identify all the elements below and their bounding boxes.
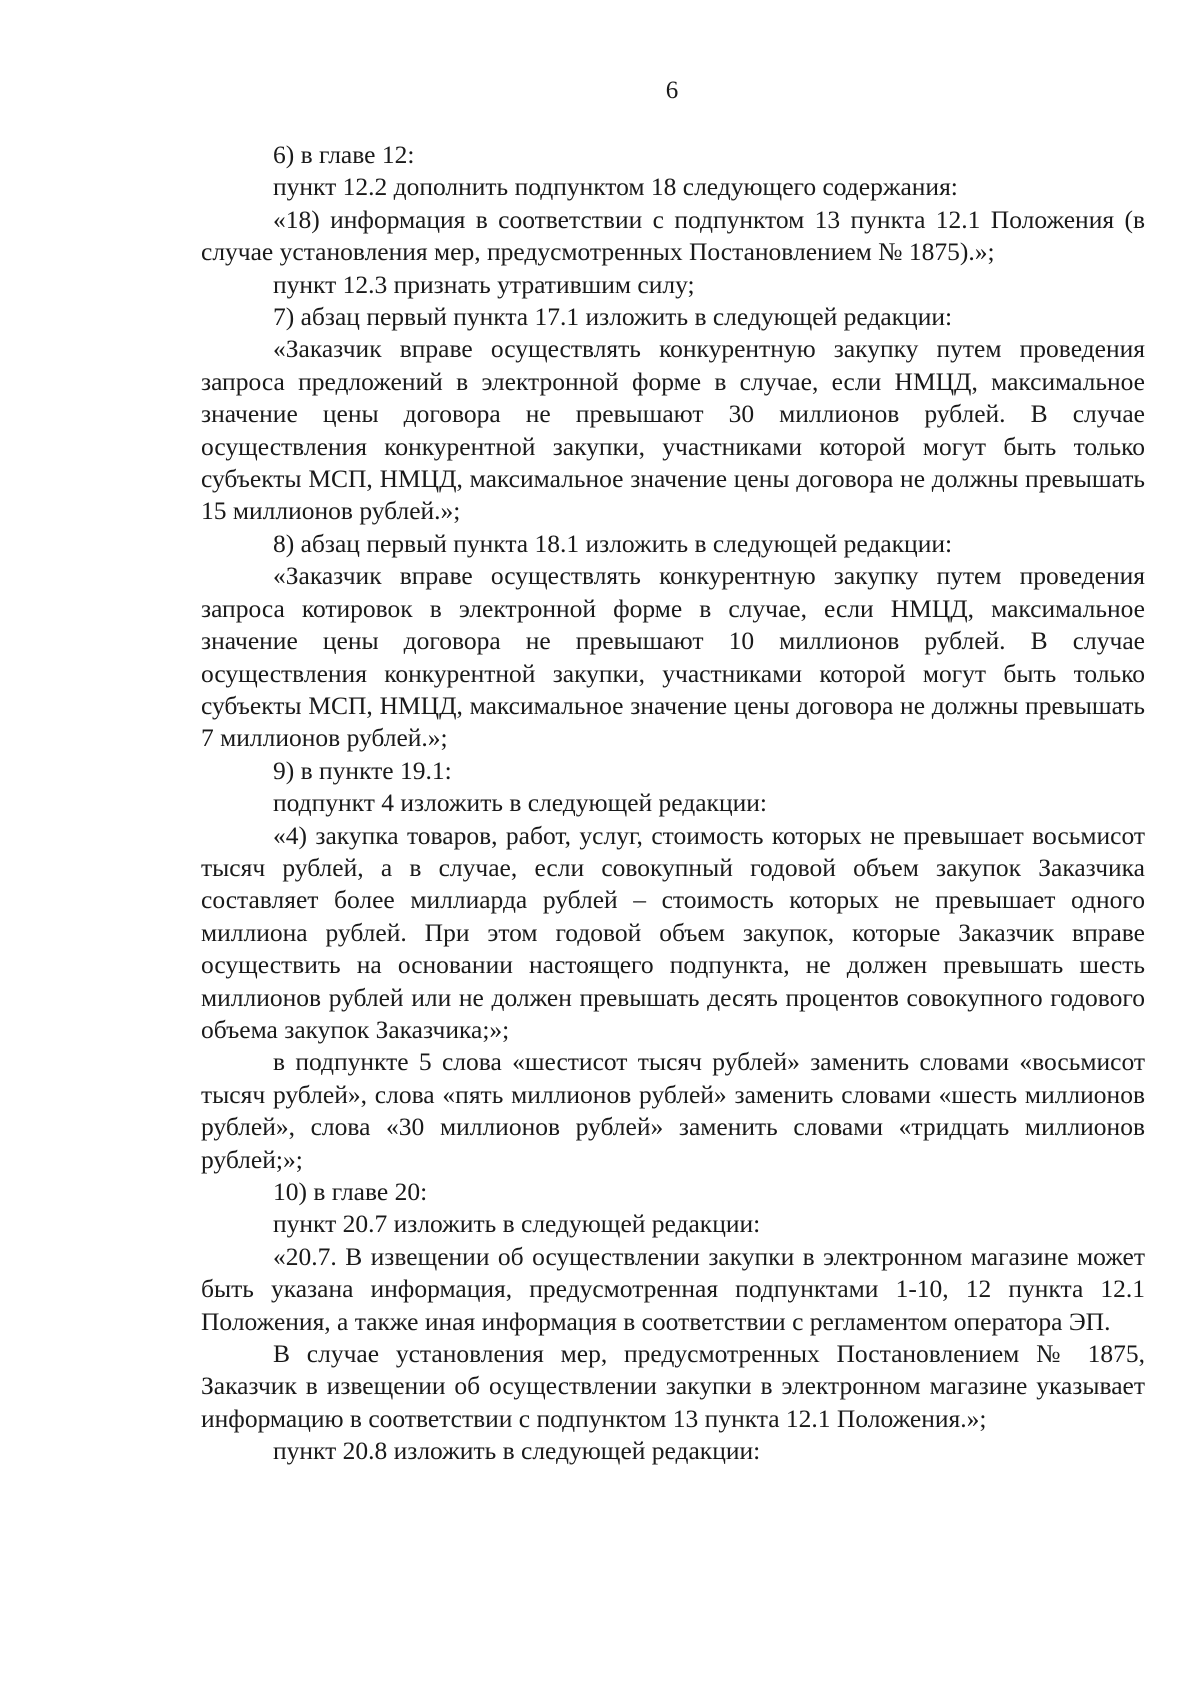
paragraph: пункт 20.8 изложить в следующей редакции:: [273, 1436, 761, 1466]
paragraph: пункт 12.2 дополнить подпунктом 18 следующего содержания:: [273, 172, 958, 202]
document-body: [201, 139, 1145, 1468]
paragraph: 9) в пункте 19.1:: [273, 755, 452, 785]
paragraph: «18) информация в соответствии с подпунктом 13 пункта 12.1 Положения (в случае установления мер, предусмотренных Постановлением № 1875).»;: [201, 204, 1145, 267]
paragraph: 8) абзац первый пункта 18.1 изложить в следующей редакции:: [273, 528, 953, 558]
paragraph: 6) в главе 12:: [273, 140, 415, 169]
paragraph: «20.7. В извещении об осуществлении закупки в электронном магазине может быть указана информация, предусмотренная подпунктами 1-10, 12 пункта 12.1 Положения, а также иная информация в соответствии с регламентом оператора ЭП.: [201, 1241, 1145, 1336]
paragraph: в подпункте 5 слова «шестисот тысяч рублей» заменить словами «восьмисот тысяч рублей», слова «пять миллионов рублей» заменить словами «шесть миллионов рублей», слова «30 миллионов рублей» заменить словами «тридцать миллионов рублей;»;: [201, 1047, 1145, 1174]
page-number: 6: [665, 77, 679, 104]
paragraph: подпункт 4 изложить в следующей редакции:: [273, 788, 767, 818]
paragraph: пункт 12.3 признать утратившим силу;: [273, 269, 695, 299]
paragraph: пункт 20.7 изложить в следующей редакции:: [273, 1209, 761, 1239]
paragraph: «4) закупка товаров, работ, услуг, стоимость которых не превышает восьмисот тысяч рублей, а в случае, если совокупный годовой объем закупок Заказчика составляет более миллиарда рублей – стоимость которых не превышает одного миллиона рублей. При этом годовой объем закупок, которые Заказчик вправе осуществить на основании настоящего подпункта, не должен превышать шесть миллионов рублей или не должен превышать десять процентов совокупного годового объема закупок Заказчика;»;: [201, 820, 1145, 1044]
paragraph: 10) в главе 20:: [273, 1177, 428, 1206]
paragraph: 7) абзац первый пункта 17.1 изложить в следующей редакции:: [273, 302, 953, 332]
paragraph: В случае установления мер, предусмотренных Постановлением № 1875, Заказчик в извещении об осуществлении закупки в электронном магазине указывает информацию в соответствии с подпунктом 13 пункта 12.1 Положения.»;: [201, 1339, 1145, 1433]
paragraph: «Заказчик вправе осуществлять конкурентную закупку путем проведения запроса котировок в электронной форме в случае, если НМЦД, максимальное значение цены договора не превышают 10 миллионов рублей. В случае осуществления конкурентной закупки, участниками которой могут быть только субъекты МСП, НМЦД, максимальное значение цены договора не должны превышать 7 миллионов рублей.»;: [201, 561, 1145, 753]
paragraph: «Заказчик вправе осуществлять конкурентную закупку путем проведения запроса предложений в электронной форме в случае, если НМЦД, максимальное значение цены договора не превышают 30 миллионов рублей. В случае осуществления конкурентной закупки, участниками которой могут быть только субъекты МСП, НМЦД, максимальное значение цены договора не должны превышать 15 миллионов рублей.»;: [201, 334, 1145, 526]
